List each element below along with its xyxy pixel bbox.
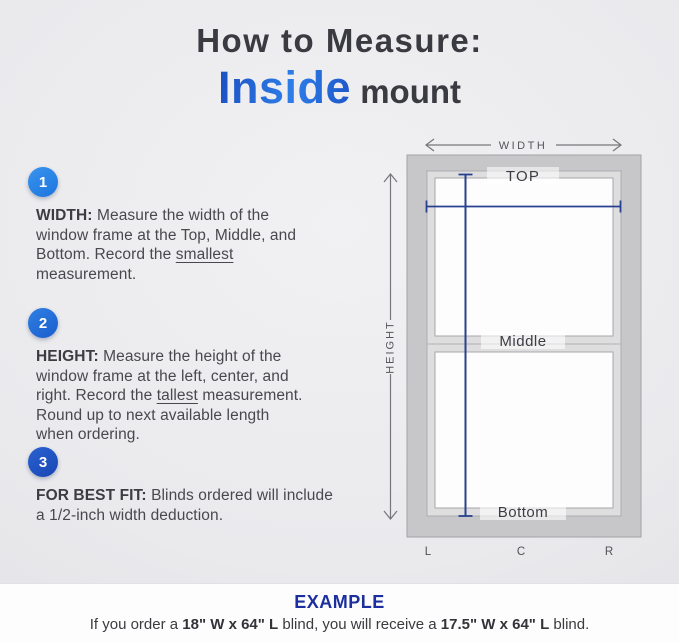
step-2-body: Measure the height of the window frame at the left, center, and right. Record the [36, 348, 289, 404]
window-lower-pane [435, 352, 613, 508]
example-text [0, 616, 679, 633]
top-label: TOP [505, 168, 541, 185]
height-label: HEIGHT [384, 320, 397, 374]
page-title [0, 22, 679, 114]
step-2-badge: 2 [28, 308, 58, 338]
window-measure-diagram [370, 128, 670, 568]
title-line1: How to Measure: [196, 22, 483, 59]
step-1-text [36, 206, 304, 284]
step-3-badge: 3 [28, 447, 58, 477]
example-order-size: 18" W x 64" L [182, 616, 279, 633]
step-2-text [36, 347, 308, 445]
width-label: WIDTH [498, 140, 548, 152]
step-3 [28, 447, 338, 525]
center-marker: C [516, 546, 526, 558]
right-marker: R [604, 546, 614, 558]
example-text-before: If you order a [89, 616, 183, 633]
bottom-label: Bottom [497, 504, 549, 521]
example-receive-size: 17.5" W x 64" L [440, 616, 550, 633]
window-upper-pane [435, 178, 613, 336]
example-text-after: blind. [549, 616, 590, 633]
step-3-body: Blinds ordered will include a 1/2-inch width deduction. [36, 487, 333, 524]
step-2-underlined-word: tallest [156, 387, 198, 404]
example-heading: EXAMPLE [294, 592, 385, 612]
step-3-text [36, 486, 338, 525]
title-line2 [0, 62, 679, 114]
example-text-middle: blind, you will receive a [278, 616, 441, 633]
step-1-underlined-word: smallest [175, 246, 234, 263]
step-1-label: WIDTH: [36, 207, 93, 224]
title-highlight: Inside [217, 62, 352, 113]
step-1 [28, 167, 304, 284]
step-1-body: Measure the width of the window frame at the Top, Middle, and Bottom. Record the [36, 207, 297, 263]
step-1-body-end: measurement. [36, 265, 137, 283]
step-1-badge: 1 [28, 167, 58, 197]
left-marker: L [424, 546, 432, 558]
step-2-label: HEIGHT: [36, 348, 99, 365]
step-2-body-end: measurement. Round up to next available length when ordering. [36, 387, 303, 443]
title-suffix: mount [351, 73, 462, 110]
middle-label: Middle [499, 333, 547, 350]
example-section [0, 584, 679, 642]
step-3-label: FOR BEST FIT: [36, 487, 147, 504]
step-2 [28, 308, 308, 445]
